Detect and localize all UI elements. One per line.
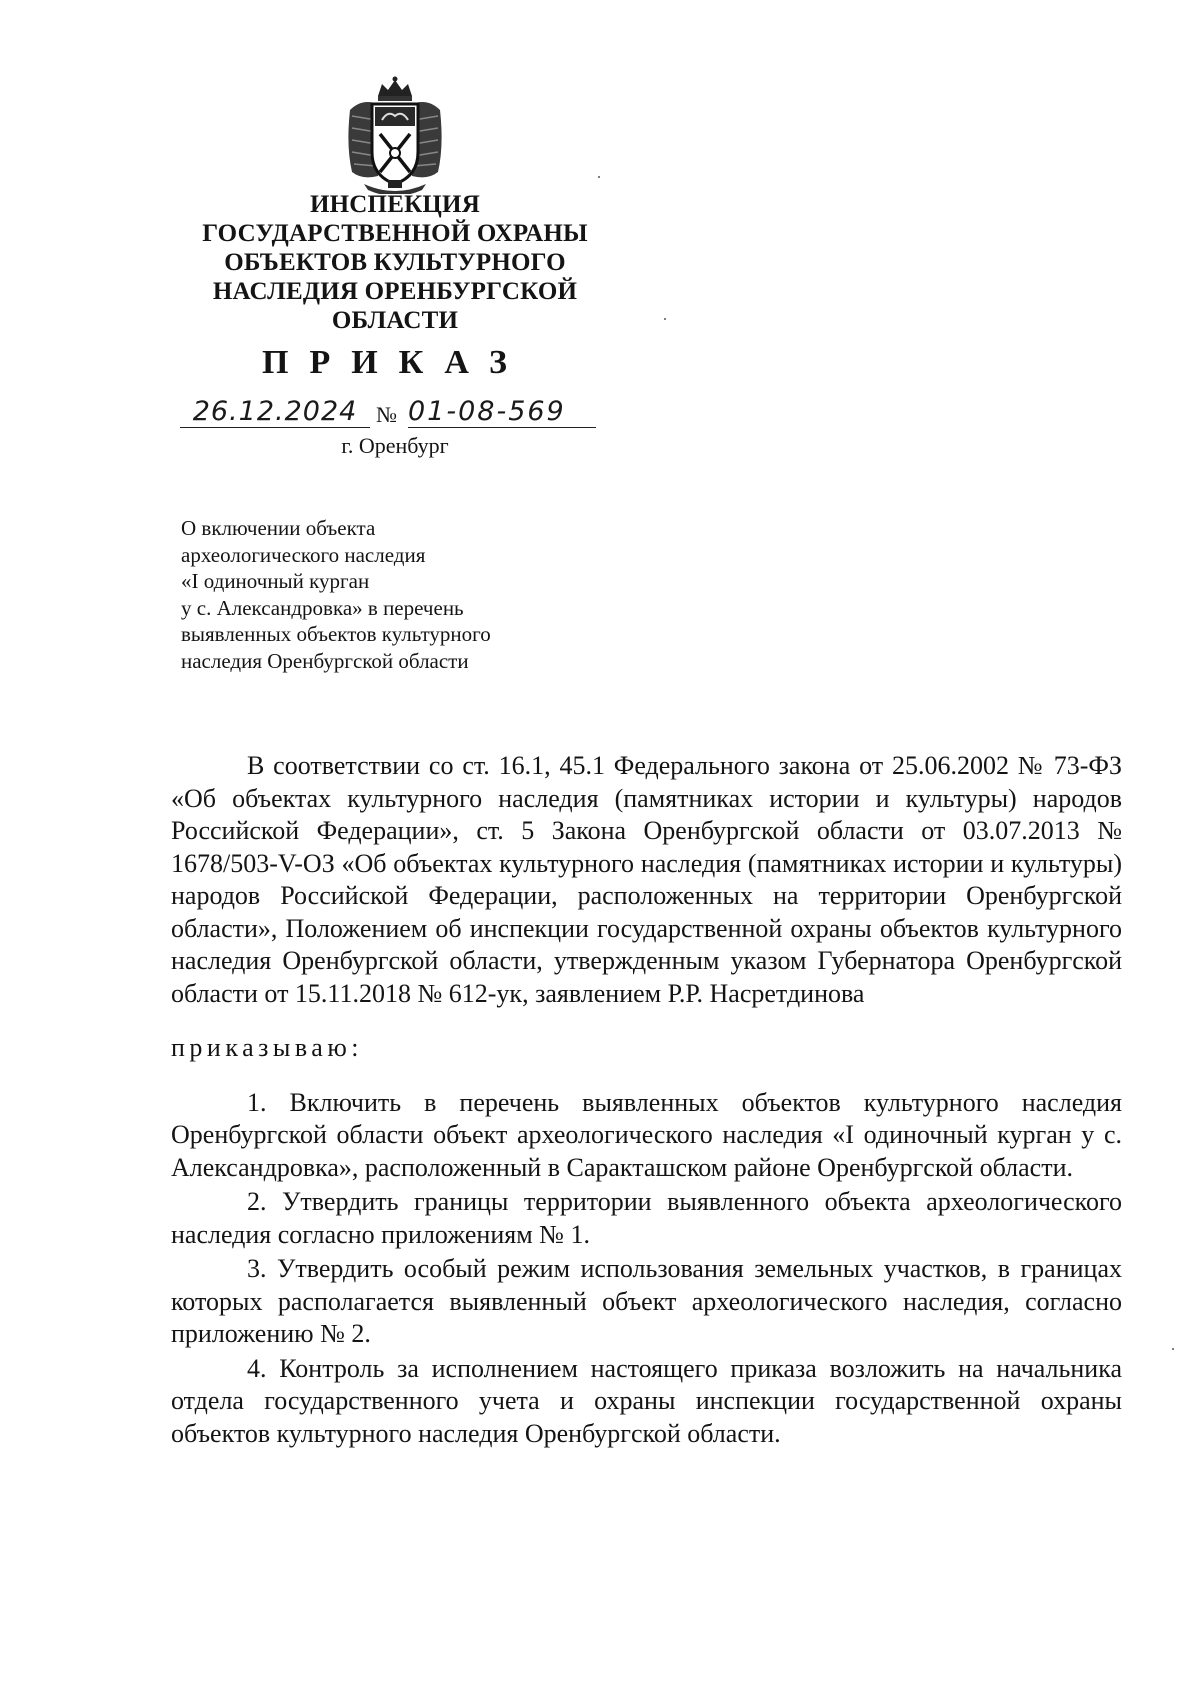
order-item: 1. Включить в перечень выявленных объектов культурного наследия Оренбургской области объект археологического наследия «I одиночный курган у с. Александровка», расположенный в Саракташском районе Оренбургской области. [171,1087,1122,1182]
organization-line: ГОСУДАРСТВЕННОЙ ОХРАНЫ [202,220,588,247]
order-item: 3. Утвердить особый режим использования земельных участков, в границах которых располагается выявленный объект археологического наследия, согласно приложению № 2. [171,1254,1122,1348]
organization-name [180,190,610,335]
organization-line: ОБЛАСТИ [331,307,459,334]
orenburg-coat-of-arms-icon [342,76,448,194]
document-body [171,750,1122,1450]
document-type-title: ПРИКАЗ [262,344,528,381]
subject-line: археологического наследия [181,542,426,567]
scan-speck [1172,1348,1174,1350]
handwritten-date: 26.12.2024 [180,397,370,428]
subject-line: выявленных объектов культурного [181,622,491,646]
subject-line: «I одиночный курган [181,569,370,593]
document-subject [181,515,611,674]
number-sign: № [376,402,397,427]
order-item: 2. Утвердить границы территории выявленного объекта археологического наследия согласно приложениям № 1. [171,1187,1122,1249]
preamble-paragraph: В соответствии со ст. 16.1, 45.1 Федерального закона от 25.06.2002 № 73-ФЗ «Об объектах культурного наследия (памятниках истории и культуры) народов Российской Федерации», ст. 5 Закона Оренбургской области от 03.07.2013 № 1678/503-V-ОЗ «Об объектах культурного наследия (памятниках истории и культуры) народов Российской Федерации, расположенных на территории Оренбургской области», Положением об инспекции государственной охраны объектов культурного наследия Оренбургской области, утвержденным указом Губернатора Оренбургской области от 15.11.2018 № 612-ук, заявлением Р.Р. Насретдинова [171,751,1122,1008]
city-label: г. Оренбург [341,433,449,458]
subject-line: О включении объекта [181,516,376,540]
organization-line: ИНСПЕКЦИЯ [310,191,480,218]
scan-speck [598,176,600,178]
organization-line: ОБЪЕКТОВ КУЛЬТУРНОГО [224,249,566,276]
handwritten-document-number: 01-08-569 [408,397,596,428]
order-verb: приказываю: [171,1033,363,1062]
scan-speck [664,318,666,320]
subject-line: у с. Александровка» в перечень [181,595,464,620]
order-item: 4. Контроль за исполнением настоящего приказа возложить на начальника отдела государственного учета и охраны инспекции государственной охраны объектов культурного наследия Оренбургской области. [171,1353,1122,1448]
organization-line: НАСЛЕДИЯ ОРЕНБУРГСКОЙ [212,278,578,305]
subject-line: наследия Оренбургской области [181,648,469,673]
